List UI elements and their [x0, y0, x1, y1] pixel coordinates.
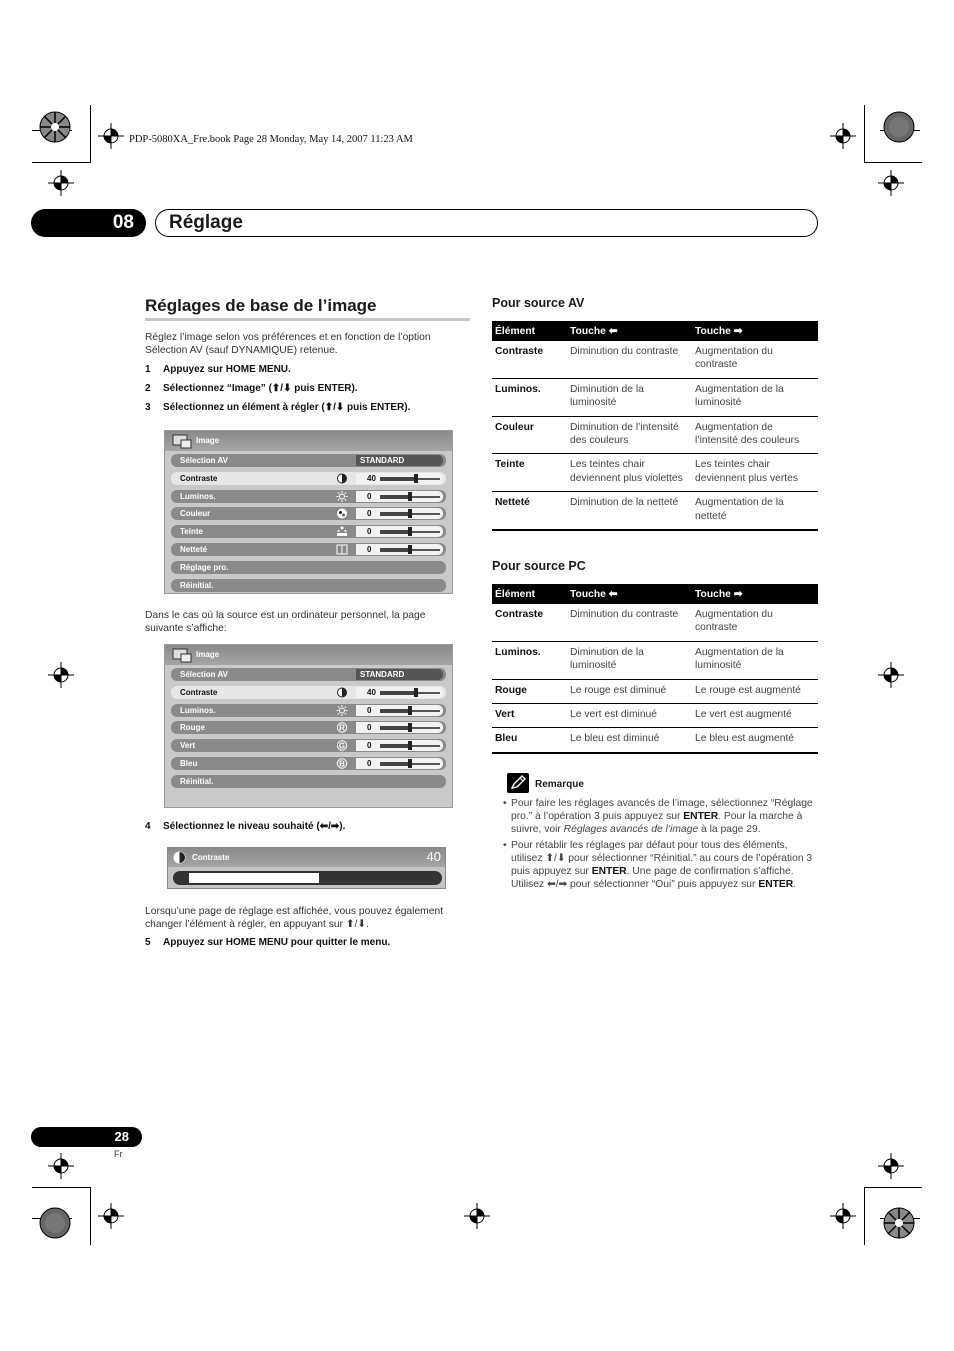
osd-level-slider	[356, 473, 443, 484]
remark-title: Remarque	[535, 779, 584, 790]
osd-row-value: 0	[367, 527, 372, 537]
remark-key: ENTER	[758, 879, 794, 890]
step-number: 5	[145, 937, 151, 948]
registration-target-icon	[878, 170, 904, 196]
table-pc-title: Pour source PC	[492, 559, 586, 573]
slider-knob	[408, 492, 412, 501]
cell-left-key: Le vert est diminué	[567, 704, 692, 728]
osd-row-label: Luminos.	[180, 491, 216, 501]
step-text: Sélectionnez “Image” (⬆/⬇ puis ENTER).	[163, 383, 358, 394]
pc-note: Dans le cas où la source est un ordinateur personnel, la page suivante s’affiche:	[145, 610, 426, 634]
osd-row-label: Réinitial.	[180, 776, 214, 786]
step-2	[145, 383, 358, 394]
osd-row-0[interactable]	[171, 668, 446, 681]
osd-row-label: Luminos.	[180, 705, 216, 715]
cell-left-key: Diminution du contraste	[567, 604, 692, 641]
page-number: 28	[31, 1127, 142, 1147]
table-av-title: Pour source AV	[492, 296, 585, 310]
section-rule	[145, 318, 470, 321]
osd-row-label: Rouge	[180, 723, 205, 733]
after-text: Lorsqu’une page de réglage est affichée, vous pouvez également changer l’élément à régler, en appuyant sur ⬆/⬇.	[145, 906, 444, 930]
header-left-key: Touche ⬅	[567, 321, 692, 341]
table-header-row	[492, 321, 818, 341]
osd-row-value: 40	[367, 473, 376, 483]
remark-bullet-2	[503, 839, 818, 891]
slider-knob	[408, 509, 412, 518]
slider-knob	[408, 759, 412, 768]
table-row	[492, 704, 818, 728]
step-text: Appuyez sur HOME MENU.	[163, 364, 291, 375]
contrast-icon	[336, 687, 348, 698]
cell-left-key: Les teintes chair deviennent plus violettes	[567, 454, 692, 492]
color-icon	[336, 508, 348, 519]
osd-row-value: 0	[367, 491, 372, 501]
cell-left-key: Le rouge est diminué	[567, 679, 692, 703]
cell-element: Contraste	[492, 341, 567, 378]
remark-key: ENTER	[683, 811, 719, 822]
svg-text:G: G	[338, 741, 346, 751]
cell-element: Couleur	[492, 416, 567, 454]
table-row	[492, 492, 818, 530]
table-av	[492, 321, 818, 531]
header-right-key: Touche ➡	[692, 584, 818, 604]
cell-left-key: Diminution de la luminosité	[567, 641, 692, 679]
osd-row-value: 0	[367, 759, 372, 768]
contrast-adjust-header	[168, 848, 445, 867]
table-row	[492, 728, 818, 753]
color-wheel-icon	[38, 110, 72, 144]
osd-row-label: Netteté	[180, 545, 208, 554]
step-text: Sélectionnez le niveau souhaité (⬅/➡).	[163, 821, 346, 832]
cell-element: Teinte	[492, 454, 567, 492]
osd-row-value: 0	[367, 545, 372, 554]
gray-patch-icon	[882, 110, 916, 144]
slider-knob	[408, 723, 412, 732]
cell-right-key: Le vert est augmenté	[692, 704, 818, 728]
osd-level-slider	[356, 544, 443, 555]
osd-header	[165, 431, 452, 451]
cell-right-key: Le bleu est augmenté	[692, 728, 818, 753]
osd-row-value: 40	[367, 687, 376, 697]
cell-element: Luminos.	[492, 378, 567, 416]
remark-text: .	[793, 879, 797, 890]
registration-target-icon	[830, 1203, 856, 1229]
osd-level-slider	[356, 722, 443, 733]
osd-row-1[interactable]	[171, 686, 446, 699]
table-row	[492, 454, 818, 492]
table-row	[492, 416, 818, 454]
osd-level-slider	[356, 740, 443, 751]
osd-row-0[interactable]	[171, 454, 446, 467]
contrast-slider-fill	[189, 873, 319, 883]
osd-row-label: Sélection AV	[180, 456, 229, 465]
osd-row-value: STANDARD	[356, 669, 443, 680]
cell-left-key: Diminution du contraste	[567, 341, 692, 378]
osd-row-3[interactable]	[171, 721, 446, 734]
registration-target-icon	[48, 170, 74, 196]
chapter-number: 08	[31, 209, 146, 237]
slider-fill	[380, 762, 410, 766]
remark-link: Réglages avancés de l’image	[563, 824, 699, 835]
cell-left-key: Diminution de la netteté	[567, 492, 692, 530]
cell-element: Netteté	[492, 492, 567, 530]
slider-fill	[380, 726, 410, 730]
r-channel-icon	[336, 722, 348, 733]
gray-patch-icon	[38, 1206, 72, 1240]
slider-fill	[380, 477, 416, 481]
osd-image-menu-av	[164, 430, 453, 594]
table-row	[492, 341, 818, 378]
step-number: 3	[145, 402, 151, 413]
registration-target-icon	[878, 662, 904, 688]
osd-title: Image	[196, 436, 220, 445]
contrast-value: 40	[426, 849, 441, 864]
registration-target-icon	[464, 1203, 490, 1229]
cell-element: Contraste	[492, 604, 567, 641]
osd-row-4[interactable]	[171, 739, 446, 752]
cell-right-key: Augmentation de la luminosité	[692, 641, 818, 679]
cell-right-key: Augmentation de la netteté	[692, 492, 818, 530]
osd-image-menu-pc	[164, 644, 453, 808]
cell-right-key: Augmentation du contraste	[692, 341, 818, 378]
slider-fill	[380, 709, 410, 713]
bullet-dot: •	[503, 798, 507, 809]
osd-row-value: 0	[367, 705, 372, 715]
osd-level-slider	[356, 491, 443, 502]
cell-left-key: Le bleu est diminué	[567, 728, 692, 753]
image-menu-icon	[171, 647, 193, 663]
step-number: 4	[145, 821, 151, 832]
osd-row-value: 0	[367, 741, 372, 751]
slider-fill	[380, 548, 410, 552]
cell-right-key: Le rouge est augmenté	[692, 679, 818, 703]
osd-row-label: Réinitial.	[180, 580, 214, 590]
osd-row-label: Teinte	[180, 527, 203, 537]
contrast-icon	[336, 473, 348, 484]
chapter-title: Réglage	[155, 209, 818, 237]
osd-row-2[interactable]	[171, 704, 446, 717]
step-number: 2	[145, 383, 151, 394]
slider-fill	[380, 691, 416, 695]
osd-row-label: Vert	[180, 741, 196, 751]
slider-fill	[380, 744, 410, 748]
osd-title: Image	[196, 650, 220, 659]
sharpness-icon	[336, 544, 348, 555]
svg-text:B: B	[339, 759, 345, 769]
cell-right-key: Les teintes chair deviennent plus vertes	[692, 454, 818, 492]
table-row	[492, 641, 818, 679]
table-pc	[492, 584, 818, 754]
header-element: Élément	[492, 584, 567, 604]
table-row	[492, 604, 818, 641]
registration-target-icon	[98, 1203, 124, 1229]
table-row	[492, 679, 818, 703]
registration-target-icon	[48, 662, 74, 688]
remark-text: à la page 29.	[698, 824, 761, 835]
osd-level-slider	[356, 705, 443, 716]
cell-left-key: Diminution de la luminosité	[567, 378, 692, 416]
cell-right-key: Augmentation du contraste	[692, 604, 818, 641]
brightness-icon	[336, 491, 348, 502]
file-info: PDP-5080XA_Fre.book Page 28 Monday, May 14, 2007 11:23 AM	[129, 134, 413, 145]
osd-level-slider	[356, 526, 443, 537]
osd-row-7[interactable]	[171, 579, 446, 592]
table-row	[492, 378, 818, 416]
osd-row-value: 0	[367, 723, 372, 733]
step-4	[145, 821, 345, 832]
osd-level-slider	[356, 508, 443, 519]
image-menu-icon	[171, 433, 193, 449]
slider-knob	[408, 527, 412, 536]
intro-text: Réglez l’image selon vos préférences et en fonction de l’option Sélection AV (sauf DYNAMIQUE) retenue.	[145, 332, 431, 356]
registration-target-icon	[98, 123, 124, 149]
contrast-adjust-panel	[167, 847, 446, 889]
brightness-icon	[336, 705, 348, 716]
remark-text: . Pour la marche à suivre, voir	[511, 811, 803, 835]
step-3	[145, 402, 410, 413]
language-code: Fr	[114, 1149, 123, 1159]
slider-knob	[408, 741, 412, 750]
osd-level-slider	[356, 687, 443, 698]
header-left-key: Touche ⬅	[567, 584, 692, 604]
step-text: Appuyez sur HOME MENU pour quitter le menu.	[163, 937, 391, 948]
osd-row-5[interactable]	[171, 543, 446, 556]
osd-row-3[interactable]	[171, 507, 446, 520]
osd-row-label: Couleur	[180, 509, 211, 519]
osd-level-slider	[356, 758, 443, 769]
section-title: Réglages de base de l’image	[145, 296, 377, 315]
osd-row-label: Sélection AV	[180, 670, 229, 679]
osd-row-1[interactable]	[171, 472, 446, 485]
slider-fill	[380, 530, 410, 534]
osd-row-4[interactable]	[171, 525, 446, 538]
cell-element: Rouge	[492, 679, 567, 703]
tint-icon	[336, 526, 348, 537]
svg-text:R: R	[339, 723, 345, 733]
slider-knob	[414, 688, 418, 697]
contrast-icon	[173, 851, 186, 864]
slider-fill	[380, 495, 410, 499]
b-channel-icon	[336, 758, 348, 769]
color-wheel-icon	[882, 1206, 916, 1240]
osd-row-label: Contraste	[180, 473, 218, 483]
cell-element: Luminos.	[492, 641, 567, 679]
header-right-key: Touche ➡	[692, 321, 818, 341]
cell-element: Bleu	[492, 728, 567, 753]
contrast-label: Contraste	[192, 853, 230, 862]
remark-text: Pour rétablir les réglages par défaut pour tous des éléments, utilisez ⬆/⬇ pour sélectionner “Réinitial.” au cours de l’opération 3 puis appuyez sur	[511, 840, 813, 877]
header-element: Élément	[492, 321, 567, 341]
bullet-dot: •	[503, 840, 507, 851]
cell-left-key: Diminution de l’intensité des couleurs	[567, 416, 692, 454]
cell-element: Vert	[492, 704, 567, 728]
osd-row-6[interactable]	[171, 561, 446, 574]
osd-row-2[interactable]	[171, 490, 446, 503]
step-5	[145, 937, 390, 948]
remark-text: Pour faire les réglages avancés de l’image, sélectionnez “Réglage pro.” à l’opération 3 puis appuyez sur	[511, 798, 813, 822]
osd-header	[165, 645, 452, 665]
step-number: 1	[145, 364, 151, 375]
step-1	[145, 364, 291, 375]
remark-text: . Une page de confirmation s’affiche. Utilisez ⬅/➡ pour sélectionner “Oui” puis appuyez sur	[511, 866, 794, 890]
registration-target-icon	[48, 1153, 74, 1179]
registration-target-icon	[830, 123, 856, 149]
registration-target-icon	[878, 1153, 904, 1179]
contrast-slider-track[interactable]	[173, 871, 442, 885]
osd-row-value: 0	[367, 509, 372, 519]
g-channel-icon	[336, 740, 348, 751]
osd-row-5[interactable]	[171, 757, 446, 770]
note-pencil-icon	[507, 773, 529, 793]
osd-row-label: Bleu	[180, 759, 198, 768]
table-header-row	[492, 584, 818, 604]
remark-bullet-1	[503, 797, 818, 836]
slider-fill	[380, 512, 410, 516]
osd-row-label: Contraste	[180, 687, 218, 697]
osd-row-value: STANDARD	[356, 455, 443, 466]
osd-row-label: Réglage pro.	[180, 562, 229, 572]
cell-right-key: Augmentation de la luminosité	[692, 378, 818, 416]
slider-knob	[414, 474, 418, 483]
slider-knob	[408, 545, 412, 554]
remark-key: ENTER	[591, 866, 627, 877]
osd-row-6[interactable]	[171, 775, 446, 788]
step-text: Sélectionnez un élément à régler (⬆/⬇ puis ENTER).	[163, 402, 411, 413]
slider-knob	[408, 706, 412, 715]
cell-right-key: Augmentation de l’intensité des couleurs	[692, 416, 818, 454]
